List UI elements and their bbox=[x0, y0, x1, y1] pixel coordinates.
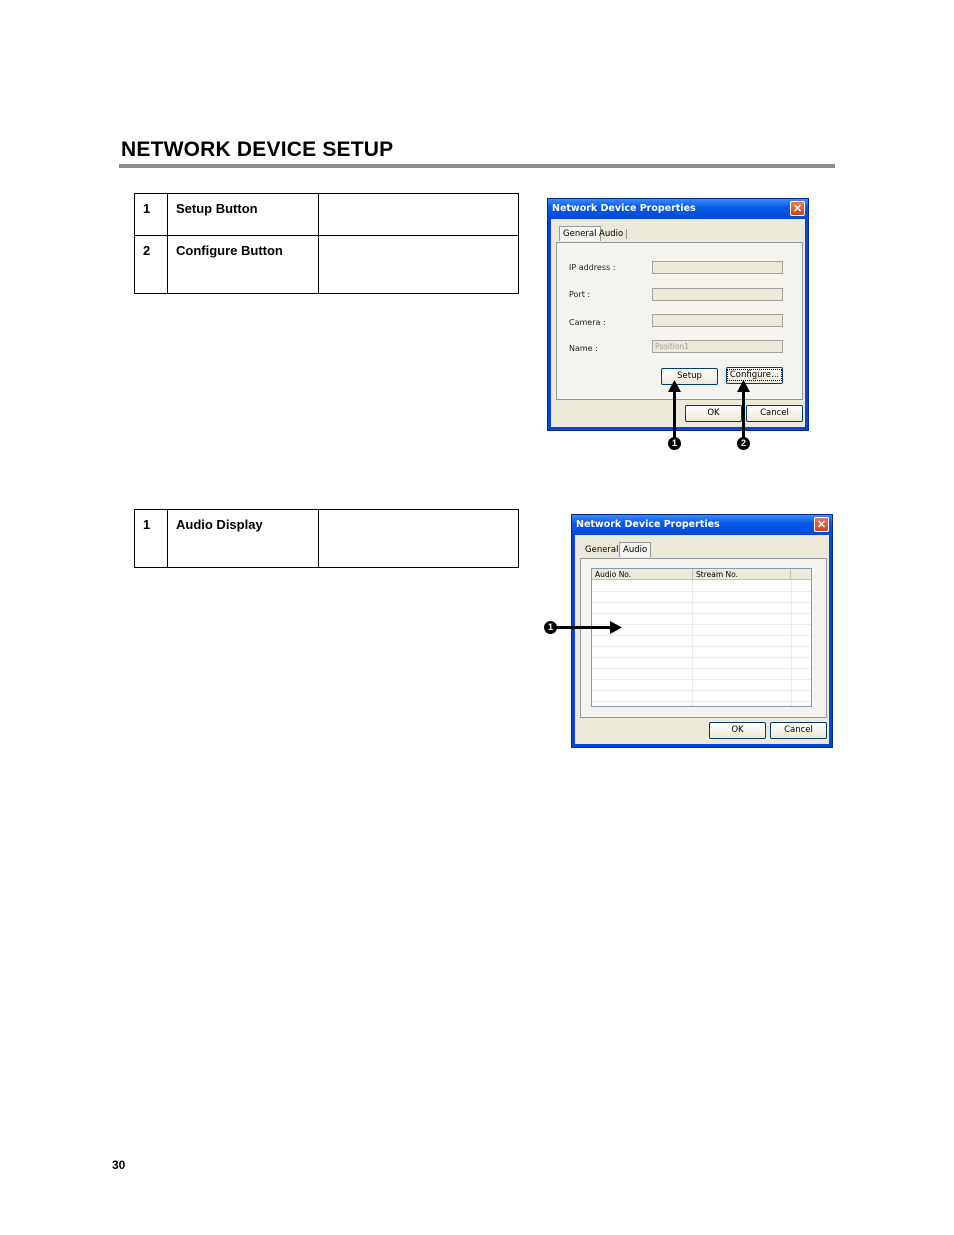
configure-button[interactable] bbox=[726, 367, 783, 384]
reference-table-1 bbox=[134, 193, 519, 294]
table-row bbox=[135, 510, 519, 568]
dialog-title: Network Device Properties bbox=[552, 203, 696, 214]
grid-line bbox=[592, 591, 811, 592]
grid-line bbox=[592, 701, 811, 702]
row-description bbox=[319, 194, 519, 236]
grid-line bbox=[592, 646, 811, 647]
name-field[interactable]: Position1 bbox=[652, 340, 783, 353]
arrow-head-audio bbox=[610, 621, 622, 634]
callout-2-configure: 2 bbox=[737, 437, 750, 450]
cancel-button[interactable]: Cancel bbox=[770, 722, 827, 739]
port-field[interactable] bbox=[652, 288, 783, 301]
tab-audio[interactable]: Audio bbox=[619, 542, 651, 557]
grid-line bbox=[592, 613, 811, 614]
callout-1-audio: 1 bbox=[544, 621, 557, 634]
reference-table-2 bbox=[134, 509, 519, 568]
dialog-client bbox=[575, 535, 829, 744]
tab-general[interactable]: General bbox=[585, 545, 619, 555]
tab-general[interactable]: General bbox=[559, 226, 601, 241]
arrow-head-configure bbox=[737, 380, 750, 392]
grid-line bbox=[592, 679, 811, 680]
grid-line bbox=[592, 690, 811, 691]
table-row bbox=[135, 194, 519, 236]
name-label: Name : bbox=[569, 344, 598, 353]
title-bar bbox=[548, 199, 808, 219]
callout-arrow-audio bbox=[556, 626, 612, 629]
callout-1-setup: 1 bbox=[668, 437, 681, 450]
callout-arrow-configure bbox=[742, 388, 745, 438]
column-divider bbox=[692, 580, 693, 706]
row-number: 2 bbox=[135, 236, 168, 294]
camera-field[interactable] bbox=[652, 314, 783, 327]
row-label: Audio Display bbox=[168, 510, 319, 568]
setup-button[interactable]: Setup bbox=[661, 368, 718, 385]
column-divider bbox=[791, 580, 792, 706]
title-bar bbox=[572, 515, 832, 535]
dialog-title: Network Device Properties bbox=[576, 519, 720, 530]
grid-line bbox=[592, 657, 811, 658]
callout-arrow-setup bbox=[673, 388, 676, 438]
row-number: 1 bbox=[135, 510, 168, 568]
row-label: Setup Button bbox=[168, 194, 319, 236]
title-rule bbox=[119, 164, 835, 168]
page-title: NETWORK DEVICE SETUP bbox=[121, 138, 394, 161]
row-description bbox=[319, 510, 519, 568]
row-description bbox=[319, 236, 519, 294]
grid-line bbox=[592, 635, 811, 636]
ip-address-label: IP address : bbox=[569, 263, 616, 272]
cancel-button[interactable]: Cancel bbox=[746, 405, 803, 422]
column-header-stream-no[interactable]: Stream No. bbox=[693, 569, 791, 580]
audio-tab-panel bbox=[580, 558, 827, 718]
row-label: Configure Button bbox=[168, 236, 319, 294]
port-label: Port : bbox=[569, 290, 591, 299]
camera-label: Camera : bbox=[569, 318, 606, 327]
grid-line bbox=[592, 602, 811, 603]
ok-button[interactable]: OK bbox=[685, 405, 742, 422]
close-button[interactable]: ✕ bbox=[814, 517, 829, 532]
configure-button-label: Configure... bbox=[729, 370, 780, 380]
general-tab-panel bbox=[556, 242, 803, 400]
grid-line bbox=[592, 668, 811, 669]
tab-audio[interactable]: Audio bbox=[599, 229, 627, 239]
row-number: 1 bbox=[135, 194, 168, 236]
ip-address-field[interactable] bbox=[652, 261, 783, 274]
audio-display-list[interactable] bbox=[591, 568, 812, 707]
dialog-client bbox=[551, 219, 805, 427]
arrow-head-setup bbox=[668, 380, 681, 392]
grid-line bbox=[592, 624, 811, 625]
close-button[interactable]: ✕ bbox=[790, 201, 805, 216]
network-device-properties-dialog-general bbox=[547, 198, 809, 431]
column-header-filler bbox=[791, 569, 812, 580]
table-row bbox=[135, 236, 519, 294]
page-number: 30 bbox=[112, 1158, 126, 1172]
column-header-audio-no[interactable]: Audio No. bbox=[592, 569, 693, 580]
ok-button[interactable]: OK bbox=[709, 722, 766, 739]
